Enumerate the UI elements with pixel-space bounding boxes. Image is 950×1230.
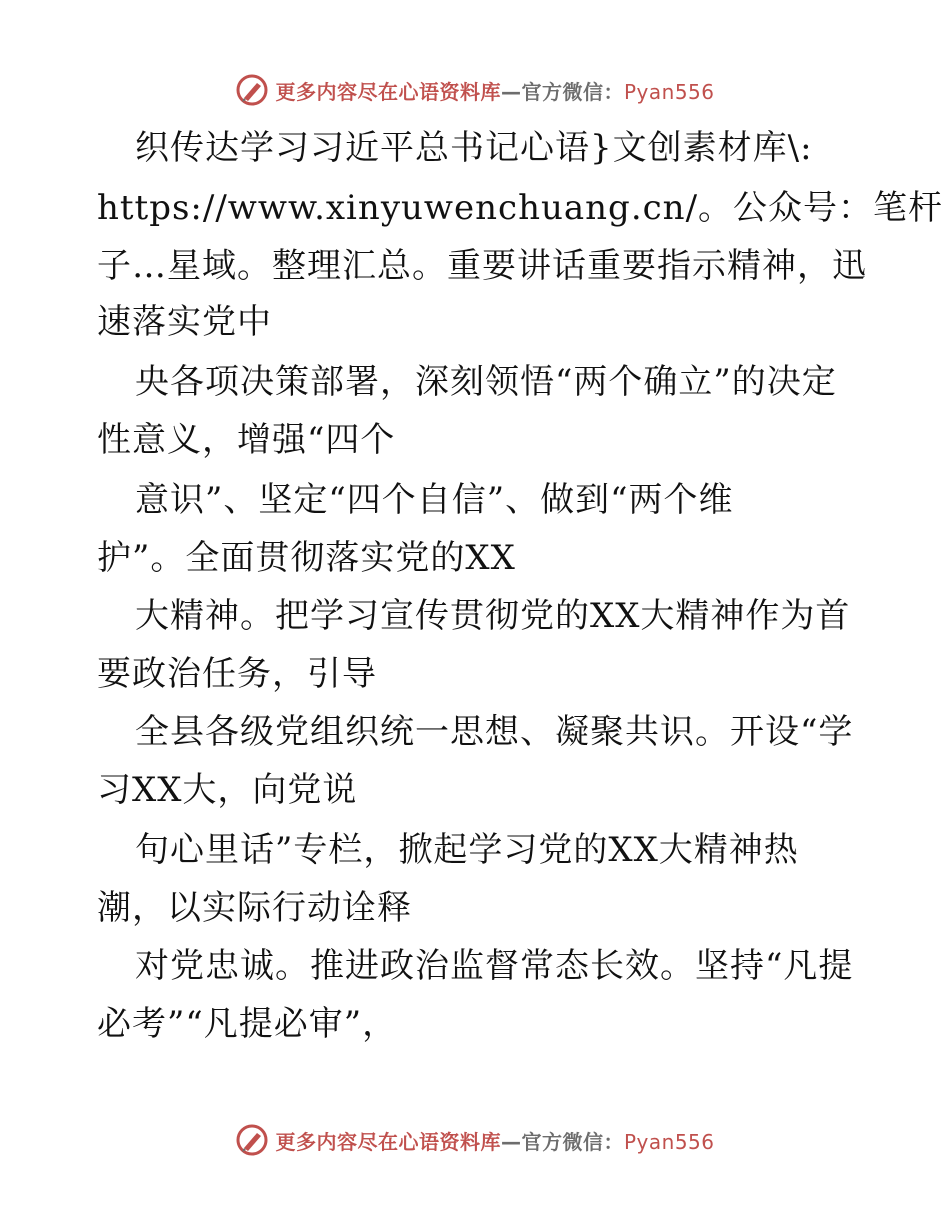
header-banner-title: 更多内容尽在心语资料库 [275, 79, 501, 104]
body-line: 要政治任务，引导 [97, 654, 377, 694]
body-line: https://www.xinyuwenchuang.cn/。公众号：笔杆 [97, 188, 944, 228]
header-banner-dash: — [500, 79, 522, 104]
pen-nib-logo-icon [235, 1123, 269, 1157]
body-line: 必考”“凡提必审”， [97, 1004, 398, 1044]
body-line: 句心里话”专栏，掀起学习党的XX大精神热 [135, 830, 799, 870]
body-line: 全县各级党组织统一思想、凝聚共识。开设“学 [135, 712, 854, 752]
body-line: 性意义，增强“四个 [97, 420, 396, 460]
footer-banner-label: 官方微信： [521, 1129, 624, 1154]
body-line: 大精神。把学习宣传贯彻党的XX大精神作为首 [135, 596, 851, 636]
body-line: 对党忠诚。推进政治监督常态长效。坚持“凡提 [135, 946, 854, 986]
body-line: 子…星域。整理汇总。重要讲话重要指示精神，迅 [97, 246, 867, 286]
footer-banner-wechat-id: Pyan556 [623, 1129, 715, 1154]
header-banner-wechat-id: Pyan556 [623, 79, 715, 104]
body-line: 习XX大，向党说 [97, 770, 358, 810]
body-line: 意识”、坚定“四个自信”、做到“两个维 [135, 480, 734, 520]
body-line: 潮，以实际行动诠释 [97, 888, 412, 928]
footer-banner-dash: — [500, 1129, 522, 1154]
body-line: 护”。全面贯彻落实党的XX [97, 538, 516, 578]
body-line: 央各项决策部署，深刻领悟“两个确立”的决定 [135, 362, 837, 402]
header-banner-label: 官方微信： [521, 79, 624, 104]
footer-banner [0, 1120, 950, 1160]
footer-banner-text [275, 1126, 714, 1155]
body-line: 速落实党中 [97, 302, 272, 342]
footer-banner-title: 更多内容尽在心语资料库 [275, 1129, 501, 1154]
body-line: 织传达学习习近平总书记心语}文创素材库\: [135, 128, 813, 168]
